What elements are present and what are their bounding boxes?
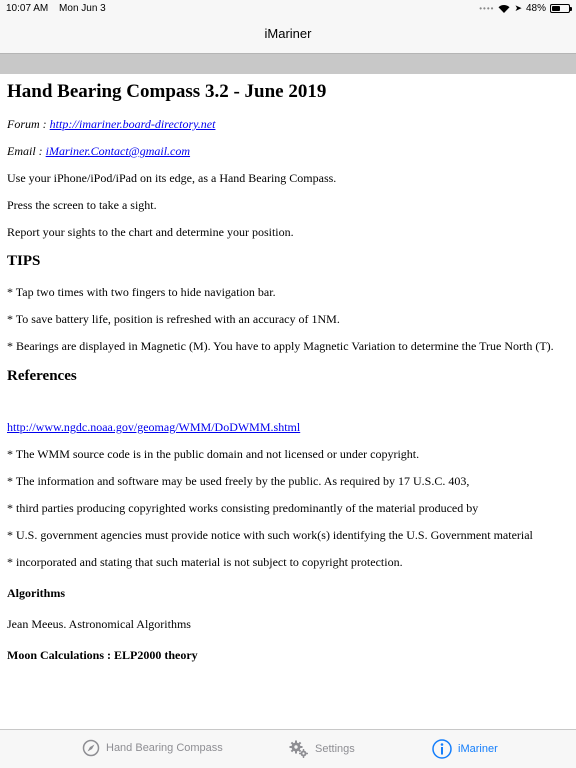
status-date: Mon Jun 3 bbox=[59, 3, 106, 14]
app-version-title: Hand Bearing Compass 3.2 - June 2019 bbox=[7, 81, 327, 102]
wifi-icon bbox=[498, 4, 510, 13]
navigation-bar bbox=[0, 18, 576, 53]
tab-imariner[interactable] bbox=[432, 739, 498, 759]
wmm-line bbox=[7, 420, 300, 435]
status-time: 10:07 AM bbox=[6, 3, 49, 14]
email-line bbox=[7, 144, 190, 159]
reference-item: * The WMM source code is in the public domain and not licensed or under copyright. bbox=[7, 447, 420, 461]
status-bar bbox=[0, 0, 576, 18]
forum-label: Forum : bbox=[7, 117, 50, 131]
forum-link[interactable]: http://imariner.board-directory.net bbox=[49, 117, 216, 131]
references-heading: References bbox=[7, 368, 77, 384]
tab-hand-bearing-compass[interactable] bbox=[82, 739, 223, 757]
moon-heading: Moon Calculations : ELP2000 theory bbox=[7, 648, 198, 662]
tip-item: * To save battery life, position is refreshed with an accuracy of 1NM. bbox=[7, 312, 340, 326]
intro-text: Use your iPhone/iPod/iPad on its edge, as a Hand Bearing Compass. bbox=[7, 171, 337, 185]
tip-item: * Tap two times with two fingers to hide navigation bar. bbox=[7, 285, 276, 299]
battery-percent: 48% bbox=[525, 3, 546, 14]
intro-text: Report your sights to the chart and determine your position. bbox=[7, 225, 294, 239]
algorithms-heading: Algorithms bbox=[7, 586, 65, 600]
reference-item: * The information and software may be used freely by the public. As required by 17 U.S.C. 403, bbox=[7, 474, 470, 488]
tab-settings[interactable] bbox=[289, 739, 355, 759]
tab-label: Settings bbox=[315, 743, 355, 755]
signal-dots-icon: •••• bbox=[479, 4, 495, 13]
forum-line bbox=[7, 117, 215, 132]
reference-item: * U.S. government agencies must provide notice with such work(s) identifying the U.S. Government material bbox=[7, 528, 533, 542]
tab-label: Hand Bearing Compass bbox=[106, 742, 223, 754]
location-arrow-icon: ➤ bbox=[514, 3, 522, 13]
email-link[interactable]: iMariner.Contact@gmail.com bbox=[45, 144, 191, 158]
reference-item: * incorporated and stating that such material is not subject to copyright protection. bbox=[7, 555, 403, 569]
toolbar-strip bbox=[0, 53, 576, 74]
page-title: iMariner bbox=[264, 26, 312, 41]
intro-text: Press the screen to take a sight. bbox=[7, 198, 157, 212]
tab-bar bbox=[0, 729, 576, 768]
tips-heading: TIPS bbox=[7, 253, 41, 269]
info-icon bbox=[432, 739, 452, 759]
battery-icon bbox=[550, 4, 570, 13]
email-label: Email : bbox=[7, 144, 46, 158]
compass-icon bbox=[82, 739, 100, 757]
reference-item: * third parties producing copyrighted works consisting predominantly of the material produced by bbox=[7, 501, 479, 515]
algorithms-text: Jean Meeus. Astronomical Algorithms bbox=[7, 617, 191, 631]
gear-icon bbox=[289, 739, 309, 759]
wmm-link[interactable]: http://www.ngdc.noaa.gov/geomag/WMM/DoDWMM.shtml bbox=[7, 420, 301, 434]
tip-item: * Bearings are displayed in Magnetic (M). You have to apply Magnetic Variation to determine the True North (T). bbox=[7, 339, 554, 353]
tab-label: iMariner bbox=[458, 743, 498, 755]
